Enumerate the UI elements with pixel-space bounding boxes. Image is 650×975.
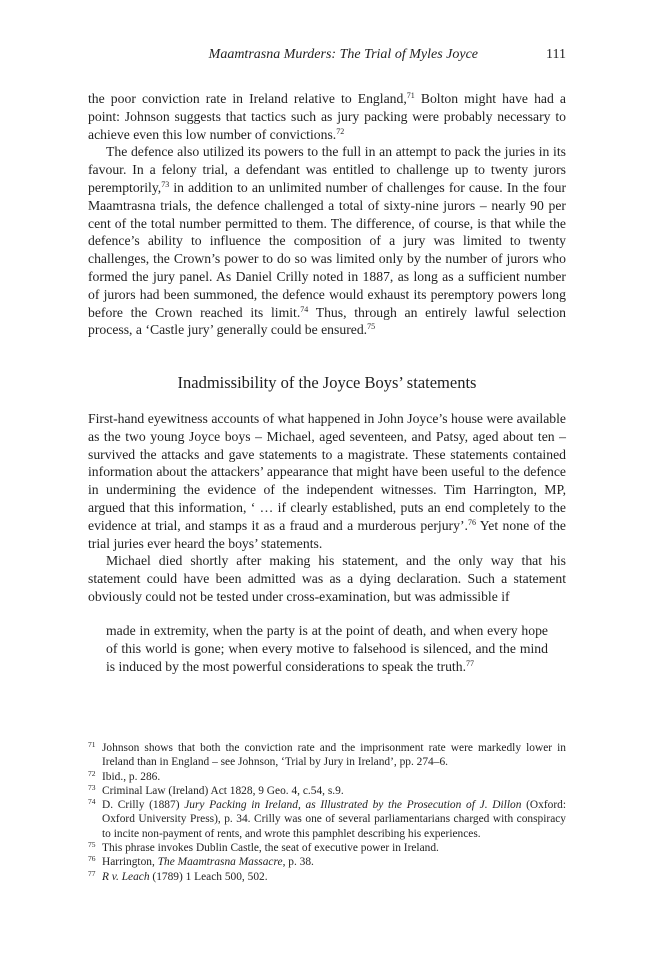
- footnote-number: 75: [88, 840, 96, 850]
- footnote: [88, 784, 566, 798]
- footnote-ref[interactable]: 71: [406, 91, 415, 100]
- footnote-text: [102, 870, 566, 884]
- section-heading: Inadmissibility of the Joyce Boys’ statements: [177, 373, 477, 392]
- page-number: 111: [546, 47, 566, 62]
- text-run: D. Crilly (1887): [102, 799, 185, 812]
- running-head: [88, 46, 566, 64]
- text-run: Harrington,: [102, 856, 158, 869]
- text-run: in addition to an unlimited number of challenges for cause. In the four Maamtrasna trials, the defence challenged a total of sixty-nine jurors – nearly 90 per cent of the total number permitted to them. The difference, of course, is that while the defence’s ability to influence the composition of a jury was limited to twenty challenges, the Crown’s power to do so was limited only by the number of jurors who formed the jury panel. As Daniel Crilly noted in 1887, as long as a sufficient number of jurors had been summoned, the defence would exhaust its peremptory powers long before the Crown reached its limit.: [88, 179, 566, 320]
- case-name: R v. Leach: [102, 870, 150, 883]
- footnote: [88, 870, 566, 884]
- footnote-ref[interactable]: 76: [467, 517, 476, 527]
- quote-paragraph: [106, 622, 548, 675]
- text-run: made in extremity, when the party is at the point of death, and when every hope of this world is gone; when every motive to falsehood is silenced, and the mind is induced by the most powerful considerations to speak the truth.: [106, 623, 548, 674]
- text-run: , p. 38.: [282, 856, 314, 869]
- footnote-number: 74: [88, 797, 96, 807]
- block-quote: [106, 622, 548, 675]
- footnote: [88, 841, 566, 855]
- paragraph: [88, 90, 566, 143]
- footnote-number: 77: [88, 868, 96, 878]
- paragraph: Michael died shortly after making his statement, and the only way that his statement could have been admitted was as a dying declaration. Such a statement obviously could not be tested under cross-examination, but was admissible if: [88, 553, 566, 604]
- text-run: (Oxford: Oxford University Press), p. 34. Crilly was one of several parliamentarians charged with conspiracy to incite non-payment of rents, and wrote this pamphlet describing his experiences.: [102, 799, 566, 840]
- footnote: [88, 770, 566, 784]
- footnote: [88, 741, 566, 770]
- footnote-text: Criminal Law (Ireland) Act 1828, 9 Geo. 4, c.54, s.9.: [102, 784, 344, 797]
- footnote: [88, 798, 566, 841]
- book-title: Jury Packing in Ireland, as Illustrated by the Prosecution of J. Dillon: [184, 799, 522, 812]
- body-text-top: [88, 90, 566, 339]
- footnote-ref[interactable]: 73: [161, 179, 170, 189]
- footnote-text: [102, 855, 566, 869]
- footnote-text: [102, 798, 566, 841]
- text-run: The defence also utilized its powers to the full in an attempt to pack the juries in its favour. In a felony trial, a defendant was entitled to challenge up to twenty jurors peremptorily,: [88, 144, 566, 195]
- footnote-text: Ibid., p. 286.: [102, 770, 161, 783]
- running-head-title: Maamtrasna Murders: The Trial of Myles Joyce: [208, 47, 478, 62]
- footnotes: [88, 741, 566, 884]
- text-run: the poor conviction rate in Ireland relative to England,: [88, 91, 407, 106]
- text-run: Thus, through an entirely lawful selection process, a ‘Castle jury’ generally could be ensured.: [88, 304, 567, 338]
- footnote-ref[interactable]: 72: [336, 126, 345, 136]
- footnote-ref[interactable]: 75: [367, 322, 376, 332]
- footnote-number: 73: [88, 782, 96, 792]
- text-run: Bolton might have had a point: Johnson suggests that tactics such as jury packing were probably necessary to achieve even this low number of convictions.: [88, 91, 566, 142]
- footnote-number: 72: [88, 768, 96, 778]
- footnote-number: 76: [88, 854, 96, 864]
- text-run: (1789) 1 Leach 500, 502.: [149, 870, 268, 883]
- footnote-number: 71: [88, 740, 96, 749]
- footnote-text: Johnson shows that both the conviction rate and the imprisonment rate were markedly lower in Ireland than in England – see Johnson, ‘Trial by Jury in Ireland’, pp. 274–6.: [102, 742, 566, 769]
- body-text-middle: [88, 410, 566, 606]
- paragraph: [88, 143, 566, 339]
- footnote-ref[interactable]: 74: [300, 304, 309, 314]
- text-run: Yet none of the trial juries ever heard the boys’ statements.: [88, 517, 566, 551]
- paragraph: [88, 410, 566, 552]
- book-title: The Maamtrasna Massacre: [157, 856, 283, 869]
- footnote-ref[interactable]: 77: [466, 658, 474, 668]
- text-run: First-hand eyewitness accounts of what happened in John Joyce’s house were available as the two young Joyce boys – Michael, aged seventeen, and Patsy, aged about ten – survived the attacks and gave statements to a magistrate. These statements contained information about the attackers’ appearance that might have been useful to the defence in undermining the evidence of the independent witnesses. Tim Harrington, MP, argued that this information, ‘ … if clearly established, puts an end completely to the evidence at trial, and stamps it as a fraud and a murderous perjury’.: [88, 411, 566, 533]
- footnote: [88, 855, 566, 869]
- footnote-text: This phrase invokes Dublin Castle, the seat of executive power in Ireland.: [102, 842, 439, 855]
